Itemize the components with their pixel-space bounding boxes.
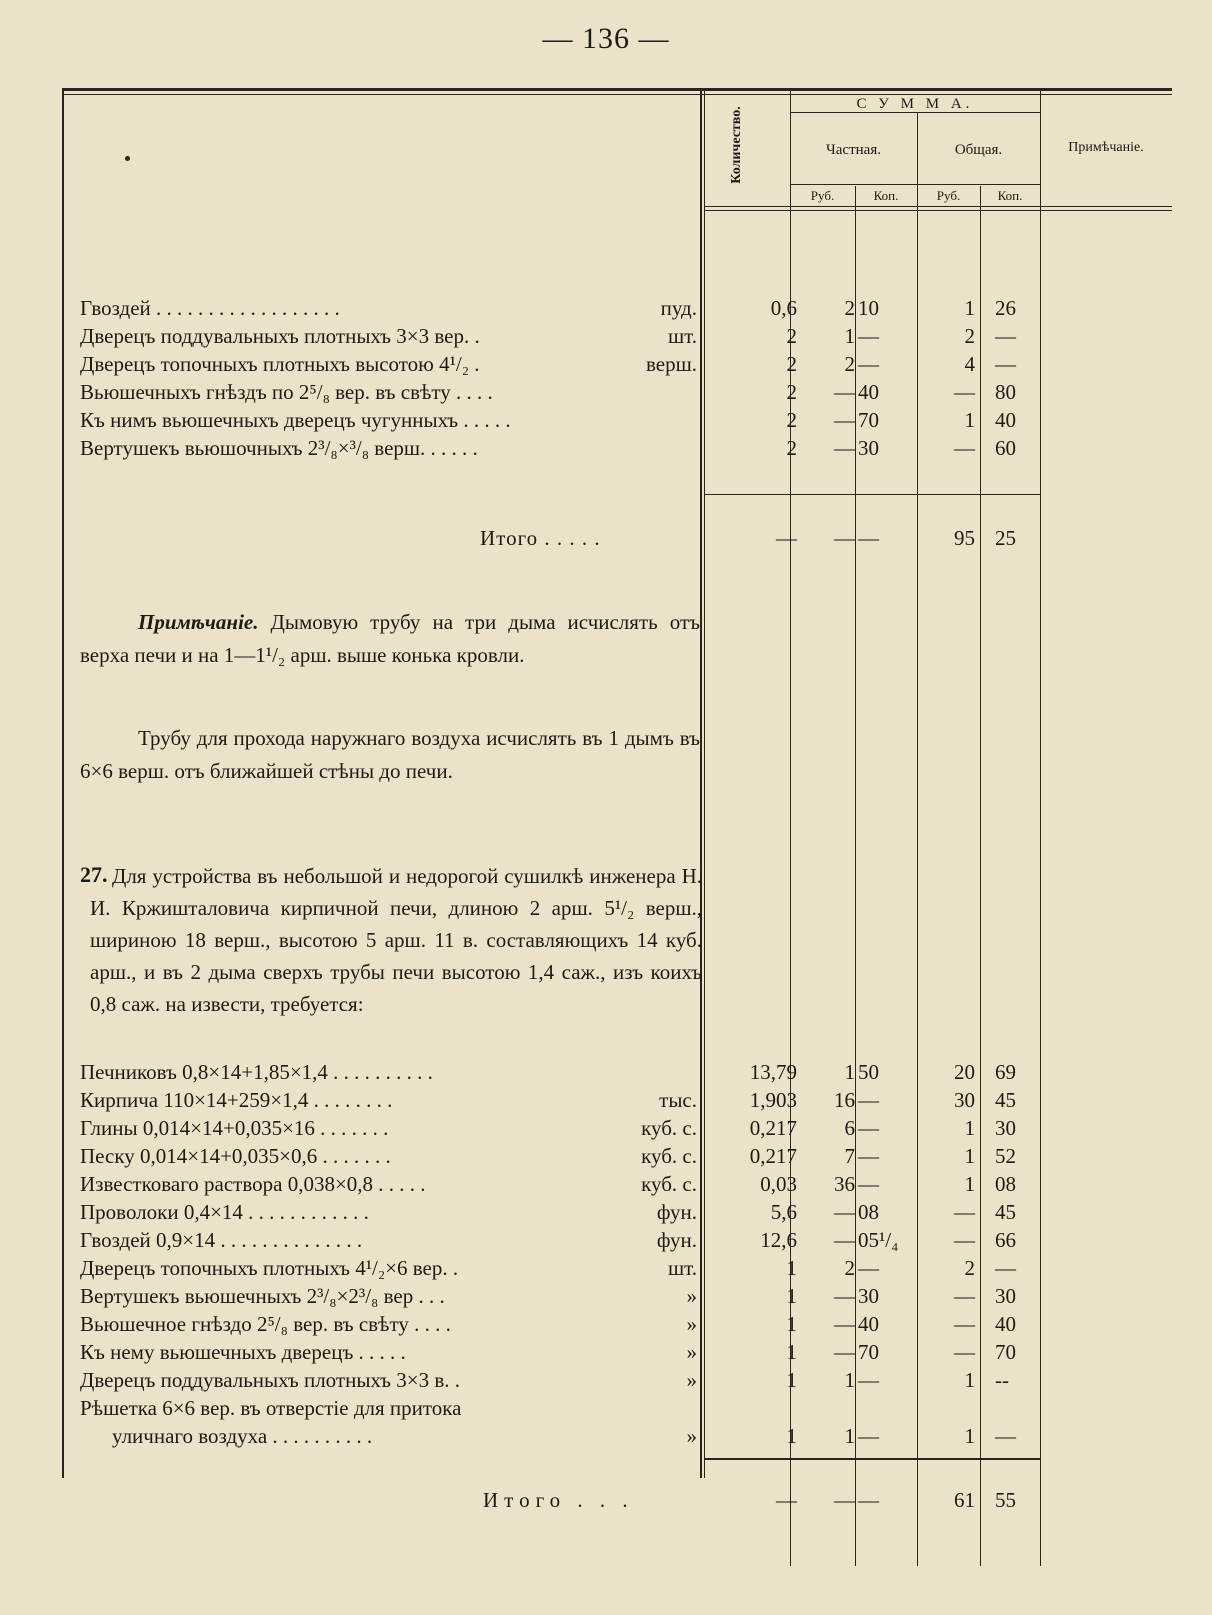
kop-header-1: Коп. [873, 188, 899, 203]
table-row: Гвоздей 0,9×14 . . . . . . . . . . . . . . фун. 12,6 — 05¹/₄ — 66 [80, 1228, 1016, 1252]
note-paragraph [80, 606, 700, 672]
table-row: Дверецъ поддувальныхъ плотныхъ 3×3 вер. . шт. 2 1 — 2 — [80, 324, 1016, 348]
summa-header: С У М М А. [856, 96, 974, 112]
page-number: — 136 — [542, 22, 670, 55]
table-row: Къ нимъ вьюшечныхъ дверецъ чугунныхъ . . . . . 2 — 70 1 40 [80, 408, 1016, 432]
total-header: Общая. [954, 142, 1003, 158]
table-row: Дверецъ топочныхъ плотныхъ высотою 4¹/₂ . верш. 2 2 — 4 — [80, 352, 1016, 376]
item-27-text: Для устройства въ небольшой и недорогой сушилкѣ инженера Н. И. Кржишталовича кирпичной печи, длиною 2 арш. 5¹/₂ верш., шириною 18 верш., высотою 5 арш. 11 в. составляющихъ 14 куб. арш., и въ 2 дыма сверхъ трубы печи высотою 1,4 саж., изъ коихъ 0,8 саж. на извести, требуется: [90, 864, 702, 1016]
table-row: Къ нему вьюшечныхъ дверецъ . . . . . » 1 — 70 — 70 [80, 1340, 1016, 1364]
table-row: Рѣшетка 6×6 вер. въ отверстіе для притока [80, 1396, 462, 1420]
header-bottom-rule [705, 206, 1172, 207]
itogo-row: Итого . . . — — — 61 55 [483, 1488, 1016, 1512]
item-number: 27. [80, 862, 108, 887]
itogo-a-rule [705, 494, 1040, 495]
table-row: Вьюшечныхъ гнѣздъ по 2⁵/₈ вер. въ свѣту . . . . 2 — 40 — 80 [80, 380, 1016, 404]
note-title: Примѣчаніе. [138, 610, 259, 634]
private-header: Частная. [826, 142, 881, 158]
itogo-b-rule [705, 1458, 1040, 1460]
table-row: Вьюшечное гнѣздо 2⁵/₈ вер. въ свѣту . . . . » 1 — 40 — 40 [80, 1312, 1016, 1336]
note-paragraph-2: Трубу для прохода наружнаго воздуха исчислять въ 1 дымъ въ 6×6 верш. отъ ближайшей стѣны до печи. [80, 726, 700, 783]
table-row: Глины 0,014×14+0,035×16 . . . . . . . куб. с. 0,217 6 — 1 30 [80, 1116, 1016, 1140]
table-row: Песку 0,014×14+0,035×0,6 . . . . . . . куб. с. 0,217 7 — 1 52 [80, 1144, 1016, 1168]
table-row: Дверецъ поддувальныхъ плотныхъ 3×3 в. . » 1 1 — 1 -- [80, 1368, 1009, 1392]
kop-header-2: Коп. [997, 188, 1023, 203]
table-row: Известковаго раствора 0,038×0,8 . . . . . куб. с. 0,03 36 — 1 08 [80, 1172, 1016, 1196]
header-dot [125, 156, 130, 161]
rub-kop-header-line [790, 184, 1040, 185]
table-row: уличнаго воздуха . . . . . . . . . . » 1 1 — 1 — [112, 1424, 1016, 1448]
rub-header-1: Руб. [810, 188, 835, 203]
note-text: Дымовую трубу на три дыма исчислять отъ верха печи и на 1—1¹/₂ арш. выше конька кровли. [80, 610, 700, 667]
quantity-header: Количество. [729, 106, 744, 184]
table-row: Вертушекъ вьюшочныхъ 2³/₈×³/₈ верш. . . . . . 2 — 30 — 60 [80, 436, 1016, 460]
table-row: Гвоздей . . . . . . . . . . . . . . . . . . пуд. 0,6 2 10 1 26 [80, 296, 1016, 320]
table-row: Проволоки 0,4×14 . . . . . . . . . . . . фун. 5,6 — 08 — 45 [80, 1200, 1016, 1224]
header-bottom-rule-2 [705, 210, 1172, 211]
top-rule-thin [62, 94, 1172, 95]
table-row: Кирпича 110×14+259×1,4 . . . . . . . . тыс. 1,903 16 — 30 45 [80, 1088, 1016, 1112]
top-rule [62, 88, 1172, 91]
table-row: Дверецъ топочныхъ плотныхъ 4¹/₂×6 вер. . шт. 1 2 — 2 — [80, 1256, 1016, 1280]
rub-header-2: Руб. [936, 188, 961, 203]
note-header: Примѣчаніе. [1068, 140, 1144, 155]
table-row: Вертушекъ вьюшечныхъ 2³/₈×2³/₈ вер . . . » 1 — 30 — 30 [80, 1284, 1016, 1308]
itogo-row: Итого . . . . . — — — 95 25 [480, 526, 1016, 550]
table-row: Печниковъ 0,8×14+1,85×1,4 . . . . . . . . . . 13,79 1 50 20 69 [80, 1060, 1016, 1084]
